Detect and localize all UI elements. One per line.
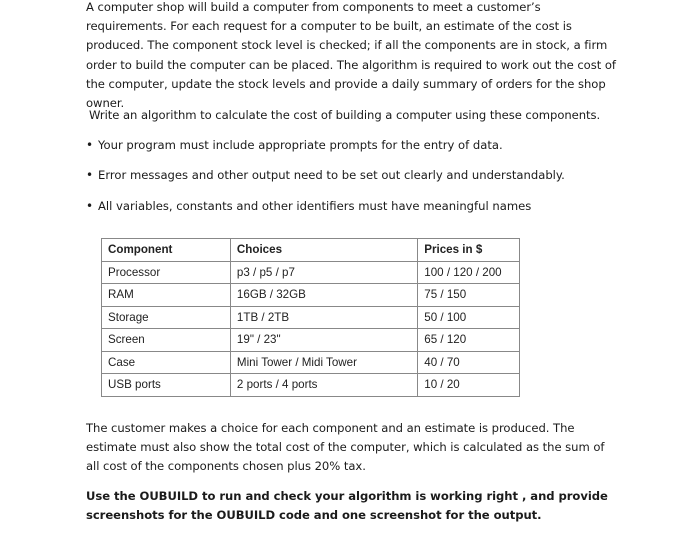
cell-component: Case [102, 351, 231, 374]
customer-paragraph: The customer makes a choice for each component and an estimate is produced. The estimate must also show the total cost of the computer, which is calculated as the sum of all cost of the components chosen plus 20% tax. [86, 421, 605, 474]
table-row [102, 374, 520, 397]
table-header-row [102, 239, 520, 262]
header-component: Component [102, 239, 231, 262]
cell-prices: 50 / 100 [418, 306, 520, 329]
bullet-icon: • [86, 199, 94, 213]
table-row [102, 351, 520, 374]
instruction-paragraph: Use the OUBUILD to run and check your algorithm is working right , and provide screenshots for the OUBUILD code and one screenshot for the output. [86, 489, 608, 523]
cell-prices: 40 / 70 [418, 351, 520, 374]
table-row [102, 261, 520, 284]
cell-prices: 65 / 120 [418, 329, 520, 352]
bullet-icon: • [86, 168, 94, 182]
cell-choices: 2 ports / 4 ports [230, 374, 417, 397]
cell-prices: 10 / 20 [418, 374, 520, 397]
cell-choices: Mini Tower / Midi Tower [230, 351, 417, 374]
list-item [86, 198, 531, 214]
cell-choices: 19" / 23" [230, 329, 417, 352]
cell-component: Processor [102, 261, 231, 284]
task-paragraph: Write an algorithm to calculate the cost of building a computer using these components. [89, 108, 601, 122]
table-row [102, 306, 520, 329]
list-item [86, 137, 503, 153]
cell-choices: p3 / p5 / p7 [230, 261, 417, 284]
intro-paragraph: A computer shop will build a computer from components to meet a customer’s requirements. For each request for a computer to be built, an estimate of the cost is produced. The component stock level is checked; if all the components are in stock, a firm order to build the computer can be placed. The algorithm is required to work out the cost of the computer, update the stock levels and provide a daily summary of orders for the shop owner. [86, 0, 616, 111]
component-table [101, 238, 520, 397]
cell-component: Storage [102, 306, 231, 329]
list-item-text: Error messages and other output need to be set out clearly and understandably. [98, 168, 565, 182]
cell-choices: 16GB / 32GB [230, 284, 417, 307]
bullet-icon: • [86, 138, 94, 152]
table-row [102, 284, 520, 307]
list-item-text: All variables, constants and other identifiers must have meaningful names [98, 199, 532, 213]
cell-component: USB ports [102, 374, 231, 397]
header-choices: Choices [230, 239, 417, 262]
cell-prices: 75 / 150 [418, 284, 520, 307]
cell-component: Screen [102, 329, 231, 352]
table-row [102, 329, 520, 352]
cell-choices: 1TB / 2TB [230, 306, 417, 329]
cell-component: RAM [102, 284, 231, 307]
cell-prices: 100 / 120 / 200 [418, 261, 520, 284]
list-item-text: Your program must include appropriate prompts for the entry of data. [98, 138, 503, 152]
header-prices: Prices in $ [418, 239, 520, 262]
list-item [86, 167, 565, 183]
